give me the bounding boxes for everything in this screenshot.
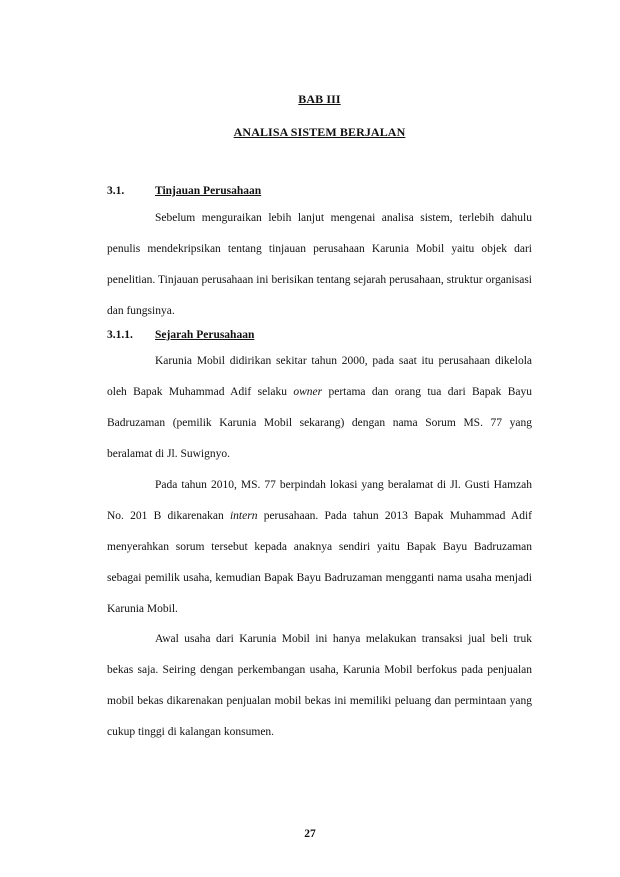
italic-term: owner <box>293 386 323 398</box>
paragraph-sejarah-3: Awal usaha dari Karunia Mobil ini hanya melakukan transaksi jual beli truk bekas saja. Seiring dengan perkembangan usaha, Karunia Mobil berfokus pada penjualan mobil bekas dikarenakan penjualan mobil bekas ini memiliki peluang dan permintaan yang cukup tinggi di kalangan konsumen. <box>107 633 532 738</box>
section-title: Sejarah Perusahaan <box>155 329 255 341</box>
section-number: 3.1.1. <box>107 329 133 341</box>
text-run: perusahaan. Pada tahun 2013 Bapak Muhammad Adif menyerahkan sorum tersebut kepada anaknya sendiri yaitu Bapak Bayu Badruzaman sebagai pemilik usaha, kemudian Bapak Bayu Badruzaman mengganti nama usaha menjadi Karunia Mobil. <box>107 510 532 615</box>
chapter-title: ANALISA SISTEM BERJALAN <box>233 125 406 139</box>
text-run: Pada tahun 2010, MS. 77 berpindah lokasi yang beralamat di Jl. Gusti Hamzah No. 201 B dikarenakan <box>107 479 532 522</box>
section-heading-3-1 <box>107 184 532 198</box>
text-run: Karunia Mobil didirikan sekitar tahun 2000, pada saat itu perusahaan dikelola oleh Bapak Muhammad Adif selaku <box>107 355 532 398</box>
chapter-number: BAB III <box>298 92 341 106</box>
paragraph-tinjauan: Sebelum menguraikan lebih lanjut mengenai analisa sistem, terlebih dahulu penulis mendekripsikan tentang tinjauan perusahaan Karunia Mobil yaitu objek dari penelitian. Tinjauan perusahaan ini berisikan tentang sejarah perusahaan, struktur organisasi dan fungsinya. <box>107 212 532 317</box>
text-run: pertama dan orang tua dari Bapak Bayu Badruzaman (pemilik Karunia Mobil sekarang) dengan nama Sorum MS. 77 yang beralamat di Jl. Suwignyo. <box>107 386 532 460</box>
section-title: Tinjauan Perusahaan <box>155 185 262 197</box>
page-number: 27 <box>304 828 316 840</box>
section-number: 3.1. <box>107 185 125 197</box>
paragraph-sejarah-2 <box>107 470 532 625</box>
italic-term: intern <box>229 510 258 522</box>
section-heading-3-1-1 <box>107 328 532 342</box>
paragraph-sejarah-1 <box>107 346 532 470</box>
